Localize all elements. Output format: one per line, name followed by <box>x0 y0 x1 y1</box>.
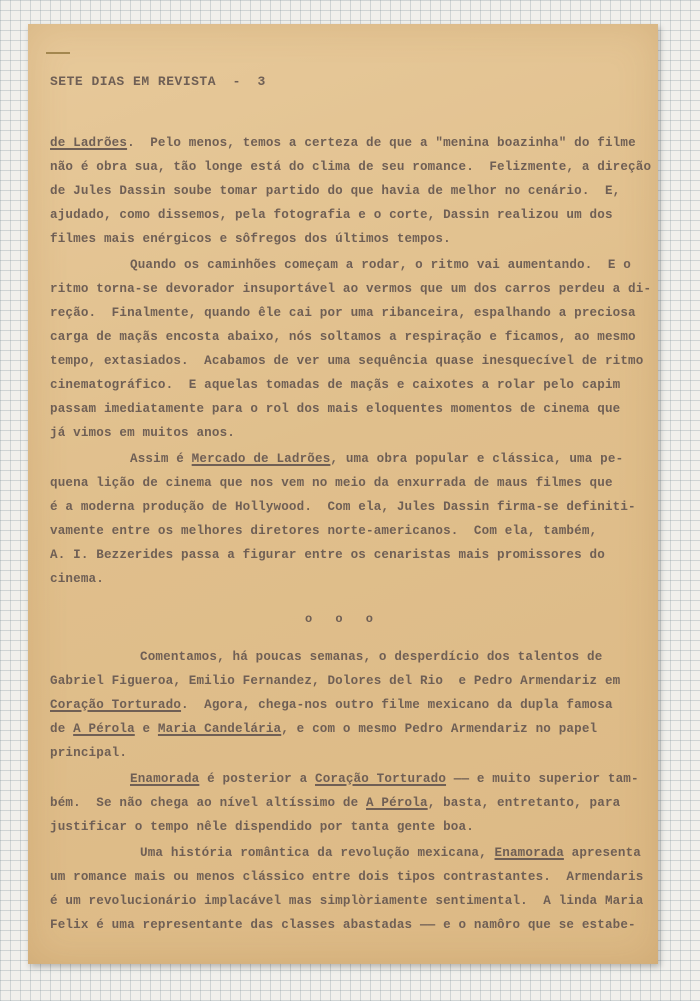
underlined-title: Coração Torturado <box>50 698 182 712</box>
text-line: cinema. <box>50 572 104 586</box>
underlined-title: de Ladrões <box>50 136 128 150</box>
text-line: quena lição de cinema que nos vem no meio da enxurrada de maus filmes que <box>50 476 613 490</box>
typewritten-page <box>28 24 658 964</box>
underlined-title: Enamorada <box>130 772 200 786</box>
text-line: filmes mais enérgicos e sôfregos dos últimos tempos. <box>50 232 451 246</box>
text-line: justificar o tempo nêle dispendido por tanta gente boa. <box>50 820 474 834</box>
text-line <box>50 720 597 738</box>
text-line <box>50 696 613 714</box>
text-line: Quando os caminhões começam a rodar, o ritmo vai aumentando. E o <box>130 258 631 272</box>
text-line: Gabriel Figueroa, Emilio Fernandez, Dolores del Rio e Pedro Armendariz em <box>50 674 621 688</box>
text-line <box>130 770 639 788</box>
page-header: SETE DIAS EM REVISTA - 3 <box>50 74 266 89</box>
text-line: de Jules Dassin soube tomar partido do que havia de melhor no cenário. E, <box>50 184 621 198</box>
text-line <box>130 450 623 468</box>
text-line: ajudado, como dissemos, pela fotografia e o corte, Dassin realizou um dos <box>50 208 613 222</box>
underlined-title: A Pérola <box>366 796 428 810</box>
underlined-title: Maria Candelária <box>157 722 282 736</box>
text-line: um romance mais ou menos clássico entre dois tipos contrastantes. Armendaris <box>50 870 644 884</box>
text-line: é a moderna produção de Hollywood. Com ela, Jules Dassin firma-se definiti- <box>50 500 636 514</box>
text-line: passam imediatamente para o rol dos mais eloquentes momentos de cinema que <box>50 402 621 416</box>
text-line: é um revolucionário implacável mas simplòriamente sentimental. A linda Maria <box>50 894 644 908</box>
text-run: de <box>50 722 74 736</box>
text-line: principal. <box>50 746 128 760</box>
text-run: Uma história romântica da revolução mexicana, <box>140 846 495 860</box>
text-run: bém. Se não chega ao nível altíssimo de <box>50 796 367 810</box>
text-run: Assim é <box>130 452 192 466</box>
underlined-title: Mercado de Ladrões <box>191 452 331 466</box>
text-run: . Pelo menos, temos a certeza de que a "menina boazinha" do filme <box>127 136 636 150</box>
text-line: já vimos em muitos anos. <box>50 426 235 440</box>
text-run: e <box>134 722 158 736</box>
text-run: . Agora, chega-nos outro filme mexicano da dupla famosa <box>181 698 613 712</box>
underlined-title: Coração Torturado <box>315 772 447 786</box>
text-line: reção. Finalmente, quando êle cai por uma ribanceira, espalhando a preciosa <box>50 306 636 320</box>
text-line <box>140 844 641 862</box>
text-run: apresenta <box>563 846 641 860</box>
text-line: Felix é uma representante das classes abastadas —— e o namôro que se estabe- <box>50 918 636 932</box>
underlined-title: Enamorada <box>494 846 564 860</box>
text-line <box>50 134 636 152</box>
text-run: —— e muito superior tam- <box>446 772 639 786</box>
text-line: não é obra sua, tão longe está do clima de seu romance. Felizmente, a direção <box>50 160 652 174</box>
text-line: tempo, extasiados. Acabamos de ver uma sequência quase inesquecível de ritmo <box>50 354 644 368</box>
text-line: vamente entre os melhores diretores norte-americanos. Com ela, também, <box>50 524 598 538</box>
text-line: Comentamos, há poucas semanas, o desperdício dos talentos de <box>140 650 603 664</box>
text-line: cinematográfico. E aquelas tomadas de maçãs e caixotes a rolar pelo capim <box>50 378 621 392</box>
text-run: , e com o mesmo Pedro Armendariz no papel <box>281 722 598 736</box>
text-run: , uma obra popular e clássica, uma pe- <box>330 452 624 466</box>
text-line: carga de maçãs encosta abaixo, nós soltamos a respiração e ficamos, ao mesmo <box>50 330 636 344</box>
text-run: é posterior a <box>199 772 315 786</box>
text-line: ritmo torna-se devorador insuportável ao vermos que um dos carros perdeu a di- <box>50 282 652 296</box>
text-run: , basta, entretanto, para <box>427 796 621 810</box>
text-line <box>50 794 620 812</box>
text-line: A. I. Bezzerides passa a figurar entre os cenaristas mais promissores do <box>50 548 605 562</box>
section-separator: o o o <box>304 612 381 626</box>
pencil-mark <box>46 52 70 54</box>
underlined-title: A Pérola <box>73 722 135 736</box>
